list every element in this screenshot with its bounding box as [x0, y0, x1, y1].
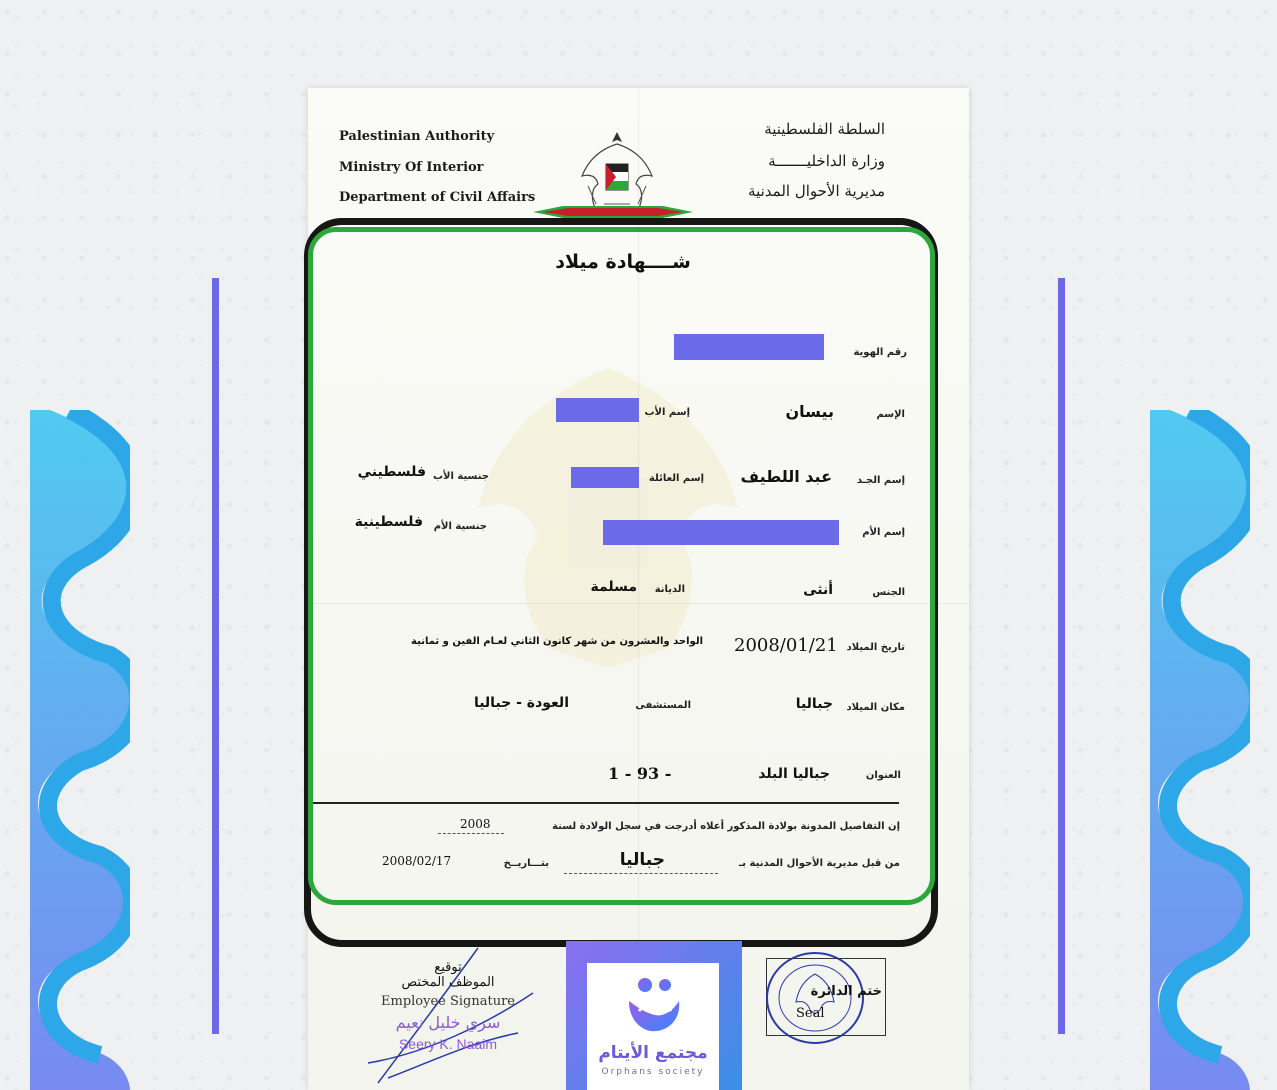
seal-label-ar: ختم الدائرة [810, 984, 882, 999]
place-underline [564, 873, 718, 874]
name-value: بيسان [785, 402, 834, 421]
grandfather-value: عبد اللطيف [740, 467, 832, 486]
footer-line2: من قبل مديرية الأحوال المدنية بـ [738, 858, 900, 869]
flag-stripe-icon [533, 206, 693, 218]
year-underline [438, 833, 504, 834]
footer-date: 2008/02/17 [382, 854, 452, 868]
grandfather-label: إسم الجـد [856, 475, 905, 486]
dob-label: تاريخ الميلاد [846, 642, 905, 653]
mother-label: إسم الأم [862, 527, 905, 538]
footer-place: جباليا [619, 850, 665, 870]
address-value: جباليا البلد [758, 766, 830, 782]
pob-label: مكان الميلاد [846, 702, 905, 713]
id-label: رقم الهوية [853, 347, 907, 358]
wave-decoration-right [1150, 410, 1250, 1090]
footer-date-label: بتـــاريــخ [503, 858, 549, 869]
name-label: الإسم [876, 409, 905, 420]
redaction-mother [603, 520, 839, 545]
father-nationality-label: جنسية الأب [432, 471, 489, 482]
logo-text-ar: مجتمع الأيتام [598, 1043, 708, 1063]
header-en-department: Department of Civil Affairs [339, 190, 536, 205]
signature-name-ar: سري خليل نعيم [395, 1013, 501, 1032]
wave-decoration-left [30, 410, 130, 1090]
dob-value: 2008/01/21 [734, 635, 838, 656]
hospital-label: المستشفى [635, 700, 691, 711]
seal-label-en: Seal [796, 1006, 825, 1021]
address-number: 1 - 93 - [608, 764, 672, 783]
header-ar-department: مديرية الأحوال المدنية [748, 182, 885, 200]
address-label: العنوان [865, 770, 901, 781]
logo-card [587, 963, 719, 1090]
signature-name-en: Seery K. Naaim [398, 1036, 498, 1052]
redaction-family [571, 467, 639, 488]
father-label: إسم الأب [644, 407, 690, 418]
logo-text-en: Orphans society [601, 1067, 705, 1077]
divider-line [313, 802, 899, 804]
sex-label: الجنس [872, 587, 905, 598]
family-label: إسم العائلة [648, 473, 704, 484]
birth-certificate [308, 88, 969, 1090]
dob-words: الواحد والعشرون من شهر كانون الثاني لعـام الفين و ثمانية [411, 636, 703, 647]
mother-nationality-label: جنسية الأم [433, 521, 487, 532]
signature-en-role: Employee Signature [381, 994, 515, 1009]
signature-ar-sign: توقيع [434, 960, 462, 975]
header-en-authority: Palestinian Authority [339, 129, 495, 144]
certificate-title: شــــهادة ميلاد [555, 251, 691, 273]
signature-ar-role: الموظف المختص [401, 975, 495, 990]
header-ar-ministry: وزارة الداخليـــــــة [768, 152, 885, 170]
family-hands-icon [623, 971, 687, 1035]
pob-value: جباليا [795, 696, 833, 712]
mother-nationality-value: فلسطينية [354, 514, 423, 530]
religion-value: مسلمة [590, 579, 637, 595]
father-nationality-value: فلسطيني [357, 464, 426, 480]
header-en-ministry: Ministry Of Interior [339, 160, 484, 175]
redaction-id [674, 334, 824, 360]
accent-bar-left [212, 278, 219, 1034]
hospital-value: العودة - جباليا [473, 695, 569, 711]
footer-year: 2008 [460, 817, 491, 831]
religion-label: الديانة [654, 584, 685, 595]
accent-bar-right [1058, 278, 1065, 1034]
orphans-society-logo [566, 941, 742, 1090]
redaction-father [556, 398, 639, 422]
signature-block [368, 960, 528, 1052]
header-ar-authority: السلطة الفلسطينية [764, 120, 885, 138]
sex-value: أنثى [803, 582, 833, 598]
footer-line1: إن التفاصيل المدونة بولادة المذكور أعلاه أدرجت في سجل الولادة لسنة [552, 821, 900, 832]
